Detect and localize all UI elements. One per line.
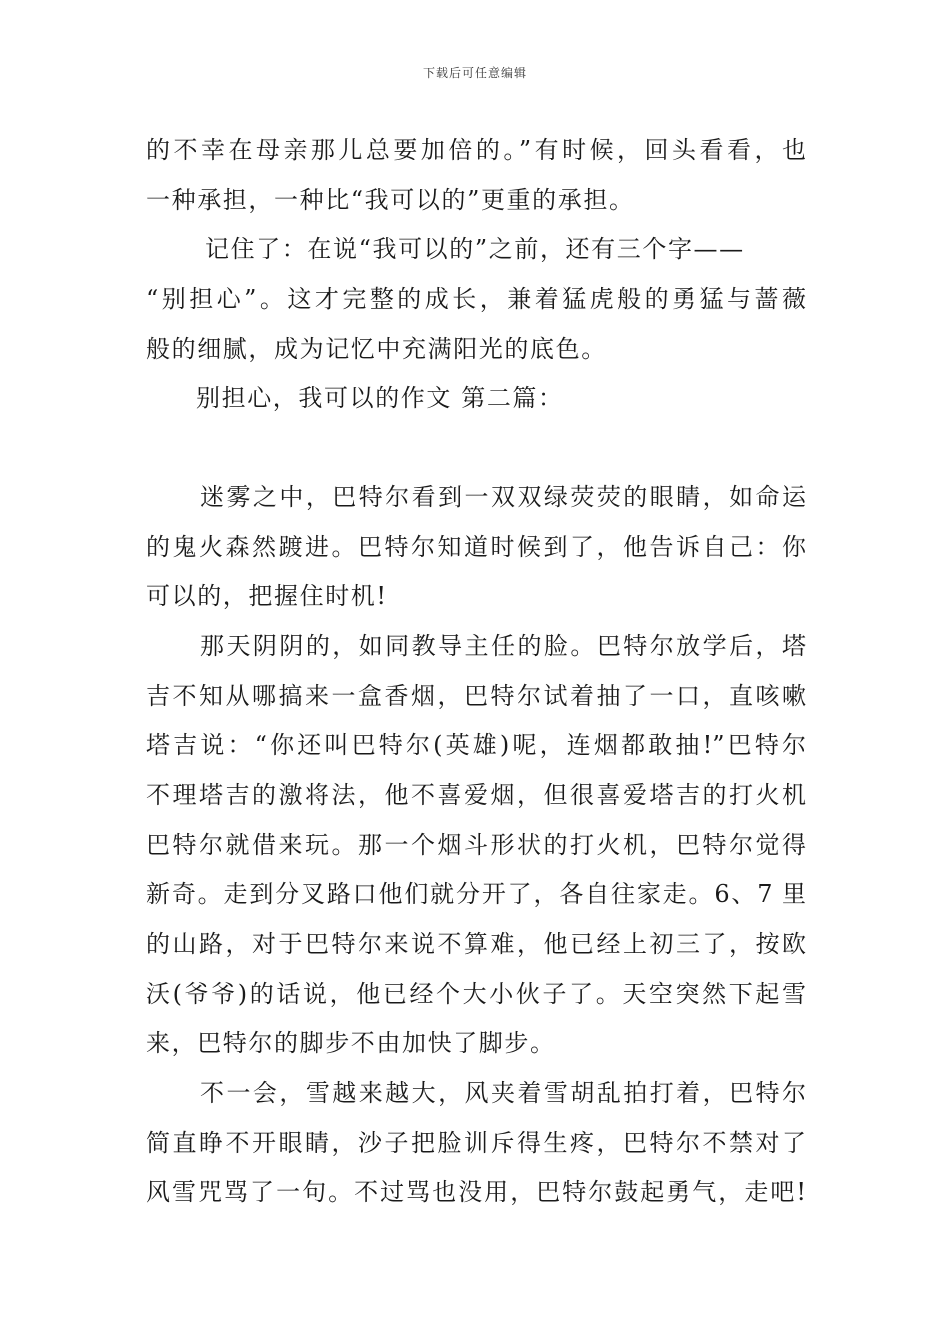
text-line: 吉不知从哪搞来一盒香烟，巴特尔试着抽了一口，直咳嗽 xyxy=(146,682,806,710)
section-heading: 别担心，我可以的作文 第二篇： xyxy=(196,384,564,412)
text-line: 新奇。走到分叉路口他们就分开了，各自往家走。6、7 里 xyxy=(146,880,806,908)
text-line: 风雪咒骂了一句。不过骂也没用，巴特尔鼓起勇气，走吧! xyxy=(146,1178,806,1206)
text-line: 般的细腻，成为记忆中充满阳光的底色。 xyxy=(146,335,607,363)
text-line: 一种承担，一种比“我可以的”更重的承担。 xyxy=(146,186,635,214)
text-line: 沃(爷爷)的话说，他已经个大小伙子了。天空突然下起雪 xyxy=(146,980,806,1008)
text-line: 的不幸在母亲那儿总要加倍的。”有时候，回头看看，也 xyxy=(146,136,806,164)
text-line: 记住了：在说“我可以的”之前，还有三个字—— xyxy=(205,235,745,263)
text-line: 可以的，把握住时机! xyxy=(146,582,388,610)
text-line: 来，巴特尔的脚步不由加快了脚步。 xyxy=(146,1029,556,1057)
text-line: 迷雾之中，巴特尔看到一双双绿荧荧的眼睛，如命运 xyxy=(200,483,806,511)
text-line: 简直睁不开眼睛，沙子把脸训斥得生疼，巴特尔不禁对了 xyxy=(146,1129,806,1157)
text-line: 那天阴阴的，如同教导主任的脸。巴特尔放学后，塔 xyxy=(200,632,806,660)
text-line: 的山路，对于巴特尔来说不算难，他已经上初三了，按欧 xyxy=(146,930,806,958)
text-line: 不理塔吉的激将法，他不喜爱烟，但很喜爱塔吉的打火机 xyxy=(146,781,806,809)
text-line: 不一会，雪越来越大，风夹着雪胡乱拍打着，巴特尔 xyxy=(200,1079,806,1107)
text-line: “别担心”。这才完整的成长，兼着猛虎般的勇猛与蔷薇 xyxy=(146,285,806,313)
text-line: 巴特尔就借来玩。那一个烟斗形状的打火机，巴特尔觉得 xyxy=(146,831,806,859)
text-line: 塔吉说：“你还叫巴特尔(英雄)呢，连烟都敢抽!”巴特尔 xyxy=(146,731,806,759)
page-header: 下载后可任意编辑 xyxy=(422,66,527,80)
text-line: 的鬼火森然踱进。巴特尔知道时候到了，他告诉自己：你 xyxy=(146,533,806,561)
